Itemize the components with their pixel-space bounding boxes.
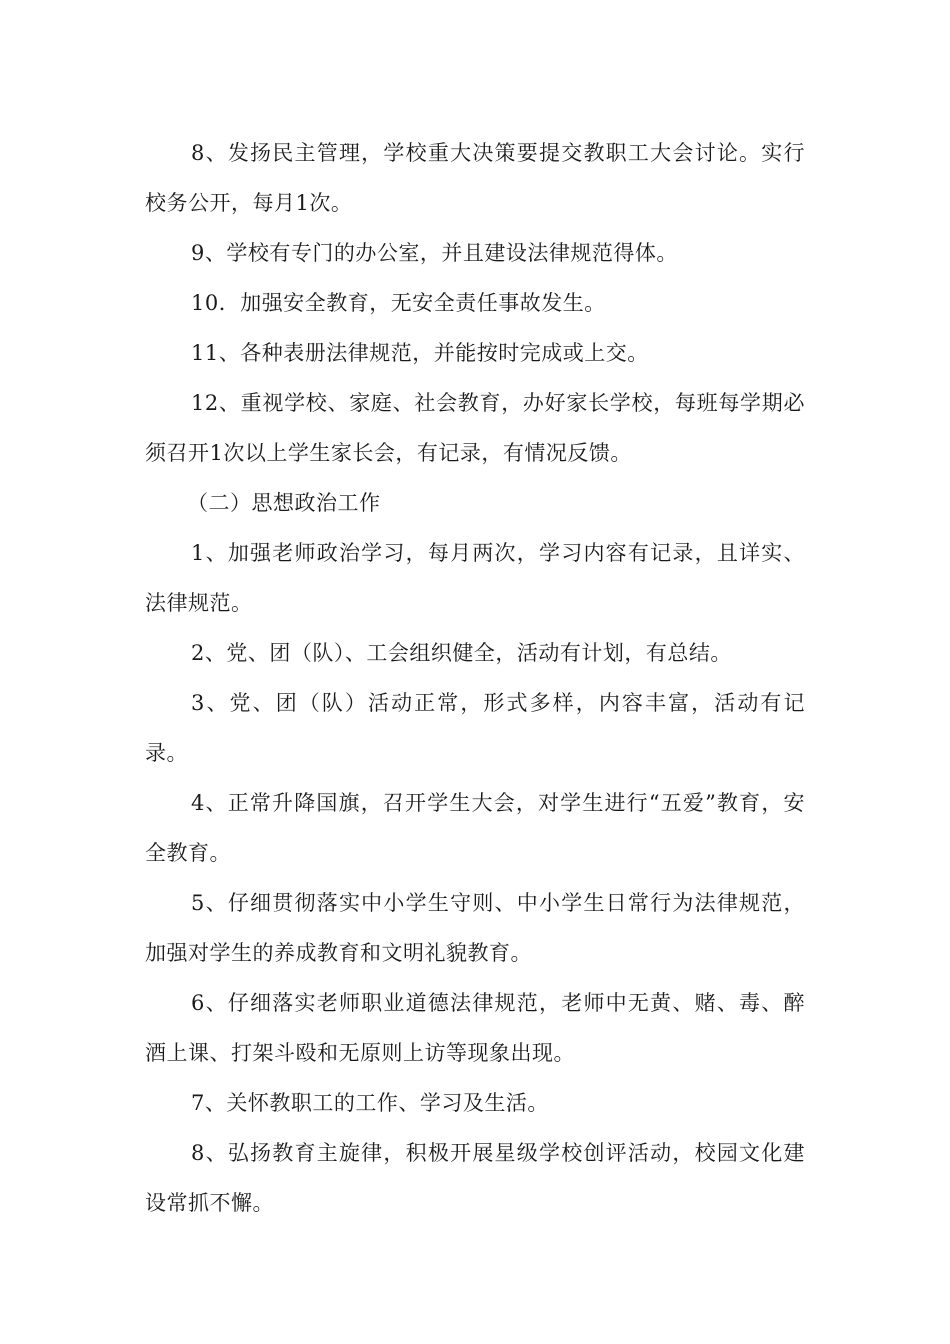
paragraph-item-10: 10．加强安全教育，无安全责任事故发生。 xyxy=(191,291,606,315)
section-paragraph-2: 2、党、团（队）、工会组织健全，活动有计划，有总结。 xyxy=(191,641,732,665)
paragraph-item-12: 12、重视学校、家庭、社会教育，办好家长学校，每班每学期必须召开1次以上学生家长会，有记录，有情况反馈。 xyxy=(145,391,805,465)
section-paragraph-7: 7、关怀教职工的工作、学习及生活。 xyxy=(191,1091,549,1115)
section-paragraph-6: 6、仔细落实老师职业道德法律规范，老师中无黄、赌、毒、醉酒上课、打架斗殴和无原则上访等现象出现。 xyxy=(145,991,805,1065)
paragraph-item-8: 8、发扬民主管理，学校重大决策要提交教职工大会讨论。实行校务公开，每月1次。 xyxy=(145,141,805,215)
paragraph-item-11: 11、各种表册法律规范，并能按时完成或上交。 xyxy=(191,341,649,365)
document-body xyxy=(145,128,805,1228)
section-paragraph-8: 8、弘扬教育主旋律，积极开展星级学校创评活动，校园文化建设常抓不懈。 xyxy=(145,1141,805,1215)
section-paragraph-4: 4、正常升降国旗，召开学生大会，对学生进行“五爱”教育，安全教育。 xyxy=(145,791,805,865)
section-paragraph-1: 1、加强老师政治学习，每月两次，学习内容有记录，且详实、法律规范。 xyxy=(145,541,805,615)
section-paragraph-3: 3、党、团（队）活动正常，形式多样，内容丰富，活动有记录。 xyxy=(145,691,805,765)
section-heading: （二）思想政治工作 xyxy=(187,491,381,515)
section-paragraph-5: 5、仔细贯彻落实中小学生守则、中小学生日常行为法律规范，加强对学生的养成教育和文明礼貌教育。 xyxy=(145,891,805,965)
paragraph-item-9: 9、学校有专门的办公室，并且建设法律规范得体。 xyxy=(191,241,678,265)
